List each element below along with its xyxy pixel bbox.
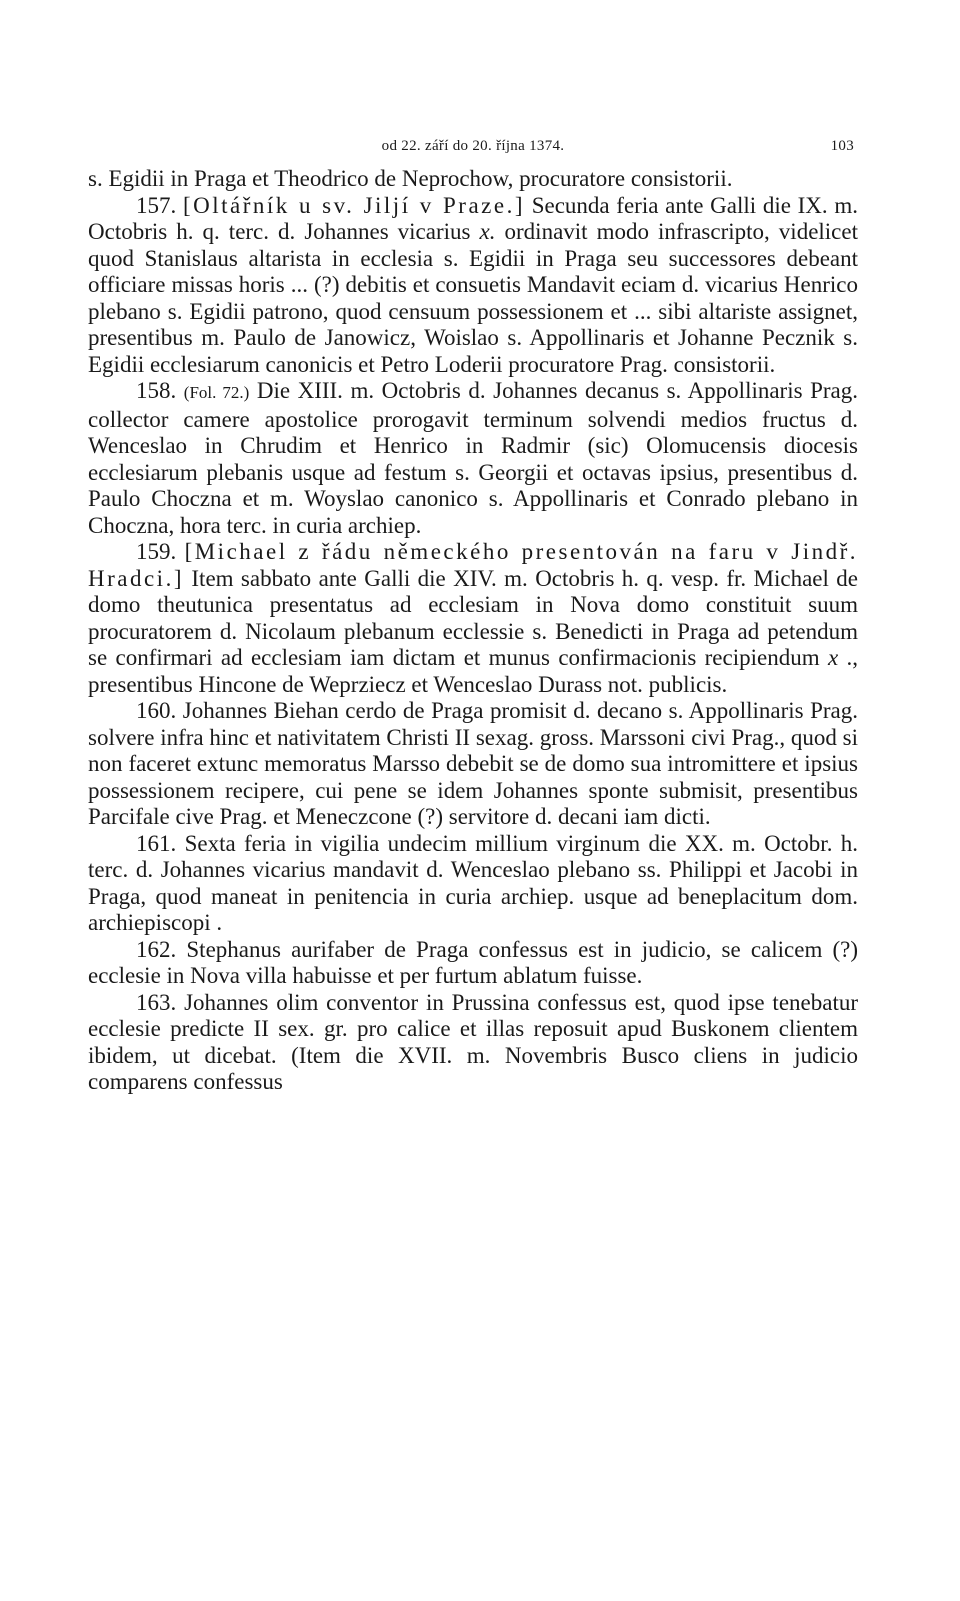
entry-162 xyxy=(88,937,858,990)
entry-number: 161. xyxy=(136,830,177,856)
running-title: od 22. září do 20. října 1374. xyxy=(381,138,565,154)
folio-reference: (Fol. 72.) xyxy=(183,383,250,402)
entry-161 xyxy=(88,831,858,937)
entry-text: Die XIII. m. Octobris d. Johannes decanus s. Appollinaris Prag. collector camere apostolice prorogavit terminum solvendi medios fructus d. Wenceslao in Chrudim et Henrico in Radmir (sic) Olomucensis diocesis ecclesiarum plebanis usque ad festum s. Georgii et octavas ipsius, presentibus d. Paulo Choczna et m. Woyslao canonico s. Appollinaris et Conrado plebano in Choczna, hora terc. in curia archiep. xyxy=(88,378,858,538)
entry-number: 157. xyxy=(136,192,177,218)
entry-number: 162. xyxy=(136,936,177,962)
entry-number: 163. xyxy=(136,989,177,1015)
document-body xyxy=(88,166,858,1096)
page-header xyxy=(88,132,858,166)
entry-text: Johannes Biehan cerdo de Praga promisit d. decano s. Appollinaris Prag. solvere infra hinc et nativitatem Christi II sexag. gross. Marssoni civi Prag., quod si non faceret extunc memoratus Marsso debebit se de domo sua intromittere et ipsius possessionem recipere, cui pene se idem Johannes sponte submisit, presentibus Parcifale cive Prag. et Meneczcone (?) servitore d. decani iam dicti. xyxy=(88,698,859,829)
omission-mark: x. xyxy=(479,219,496,244)
entry-163 xyxy=(88,990,858,1096)
entry-157 xyxy=(88,193,858,379)
entry-text: Secunda feria ante Galli die IX. m. Octobris h. q. terc. d. Johannes vicarius xyxy=(88,192,858,244)
omission-mark: x xyxy=(827,645,839,670)
entry-text: Sexta feria in vigilia undecim millium virginum die XX. m. Octobr. h. terc. d. Johannes vicarius mandavit d. Wenceslao plebano ss. Philippi et Jacobi in Praga, quod maneat in penitencia in curia archiep. usque ad beneplacitum dom. archiepiscopi . xyxy=(88,830,858,935)
entry-text: Johannes olim conventor in Prussina confessus est, quod ipse tenebatur ecclesie predicte II sex. gr. pro calice et illas reposuit apud Buskonem clientem ibidem, ut dicebat. (Item die XVII. m. Novembris Busco cliens in judicio comparens confessus xyxy=(88,989,858,1094)
entry-title: [Oltářník u sv. Jiljí v Praze.] xyxy=(182,192,525,218)
page-number: 103 xyxy=(830,138,854,154)
entry-159 xyxy=(88,539,858,698)
entry-text: Item sabbato ante Galli die XIV. m. Octobris h. q. vesp. fr. Michael de domo theutunica presentatus ad ecclesiam in Nova domo constituit suum procuratorem d. Nicolaum plebanum ecclessie s. Benedicti in Praga ad petendum se confirmari ad ecclesiam iam dictam et munus confirmacionis recipiendum xyxy=(88,565,858,670)
entry-158 xyxy=(88,378,858,539)
entry-title: [Michael z řádu německého presentován na faru v Jindř. Hradci.] xyxy=(88,539,858,591)
entry-text: ordinavit modo infrascripto, videlicet quod Stanislaus altarista in ecclesia s. Egidii in Praga seu successores debeant officiare missas horis ... (?) debitis et consuetis Mandavit eciam d. vicarius Henrico plebano s. Egidii patrono, quod censuum possessionem et ... sibi altariste assignet, presentibus m. Paulo de Janowicz, Woislao s. Appollinaris et Johanne Pecznik s. Egidii ecclesiarum canonicis et Petro Loderii procuratore Prag. consistorii. xyxy=(88,219,858,377)
document-page xyxy=(88,132,858,1096)
entry-text: Stephanus aurifaber de Praga confessus est in judicio, se calicem (?) ecclesie in Nova villa habuisse et per furtum ablatum fuisse. xyxy=(88,936,859,988)
entry-number: 159. xyxy=(136,539,177,564)
entry-number: 158. xyxy=(136,378,177,403)
entry-number: 160. xyxy=(136,698,177,723)
paragraph-text: s. Egidii in Praga et Theodrico de Neprochow, procuratore consistorii. xyxy=(88,166,733,191)
entry-160 xyxy=(88,698,858,831)
paragraph-156-continuation xyxy=(88,166,858,193)
entry-text: ., presentibus Hincone de Weprziecz et Wenceslao Durass not. publicis. xyxy=(88,645,858,697)
